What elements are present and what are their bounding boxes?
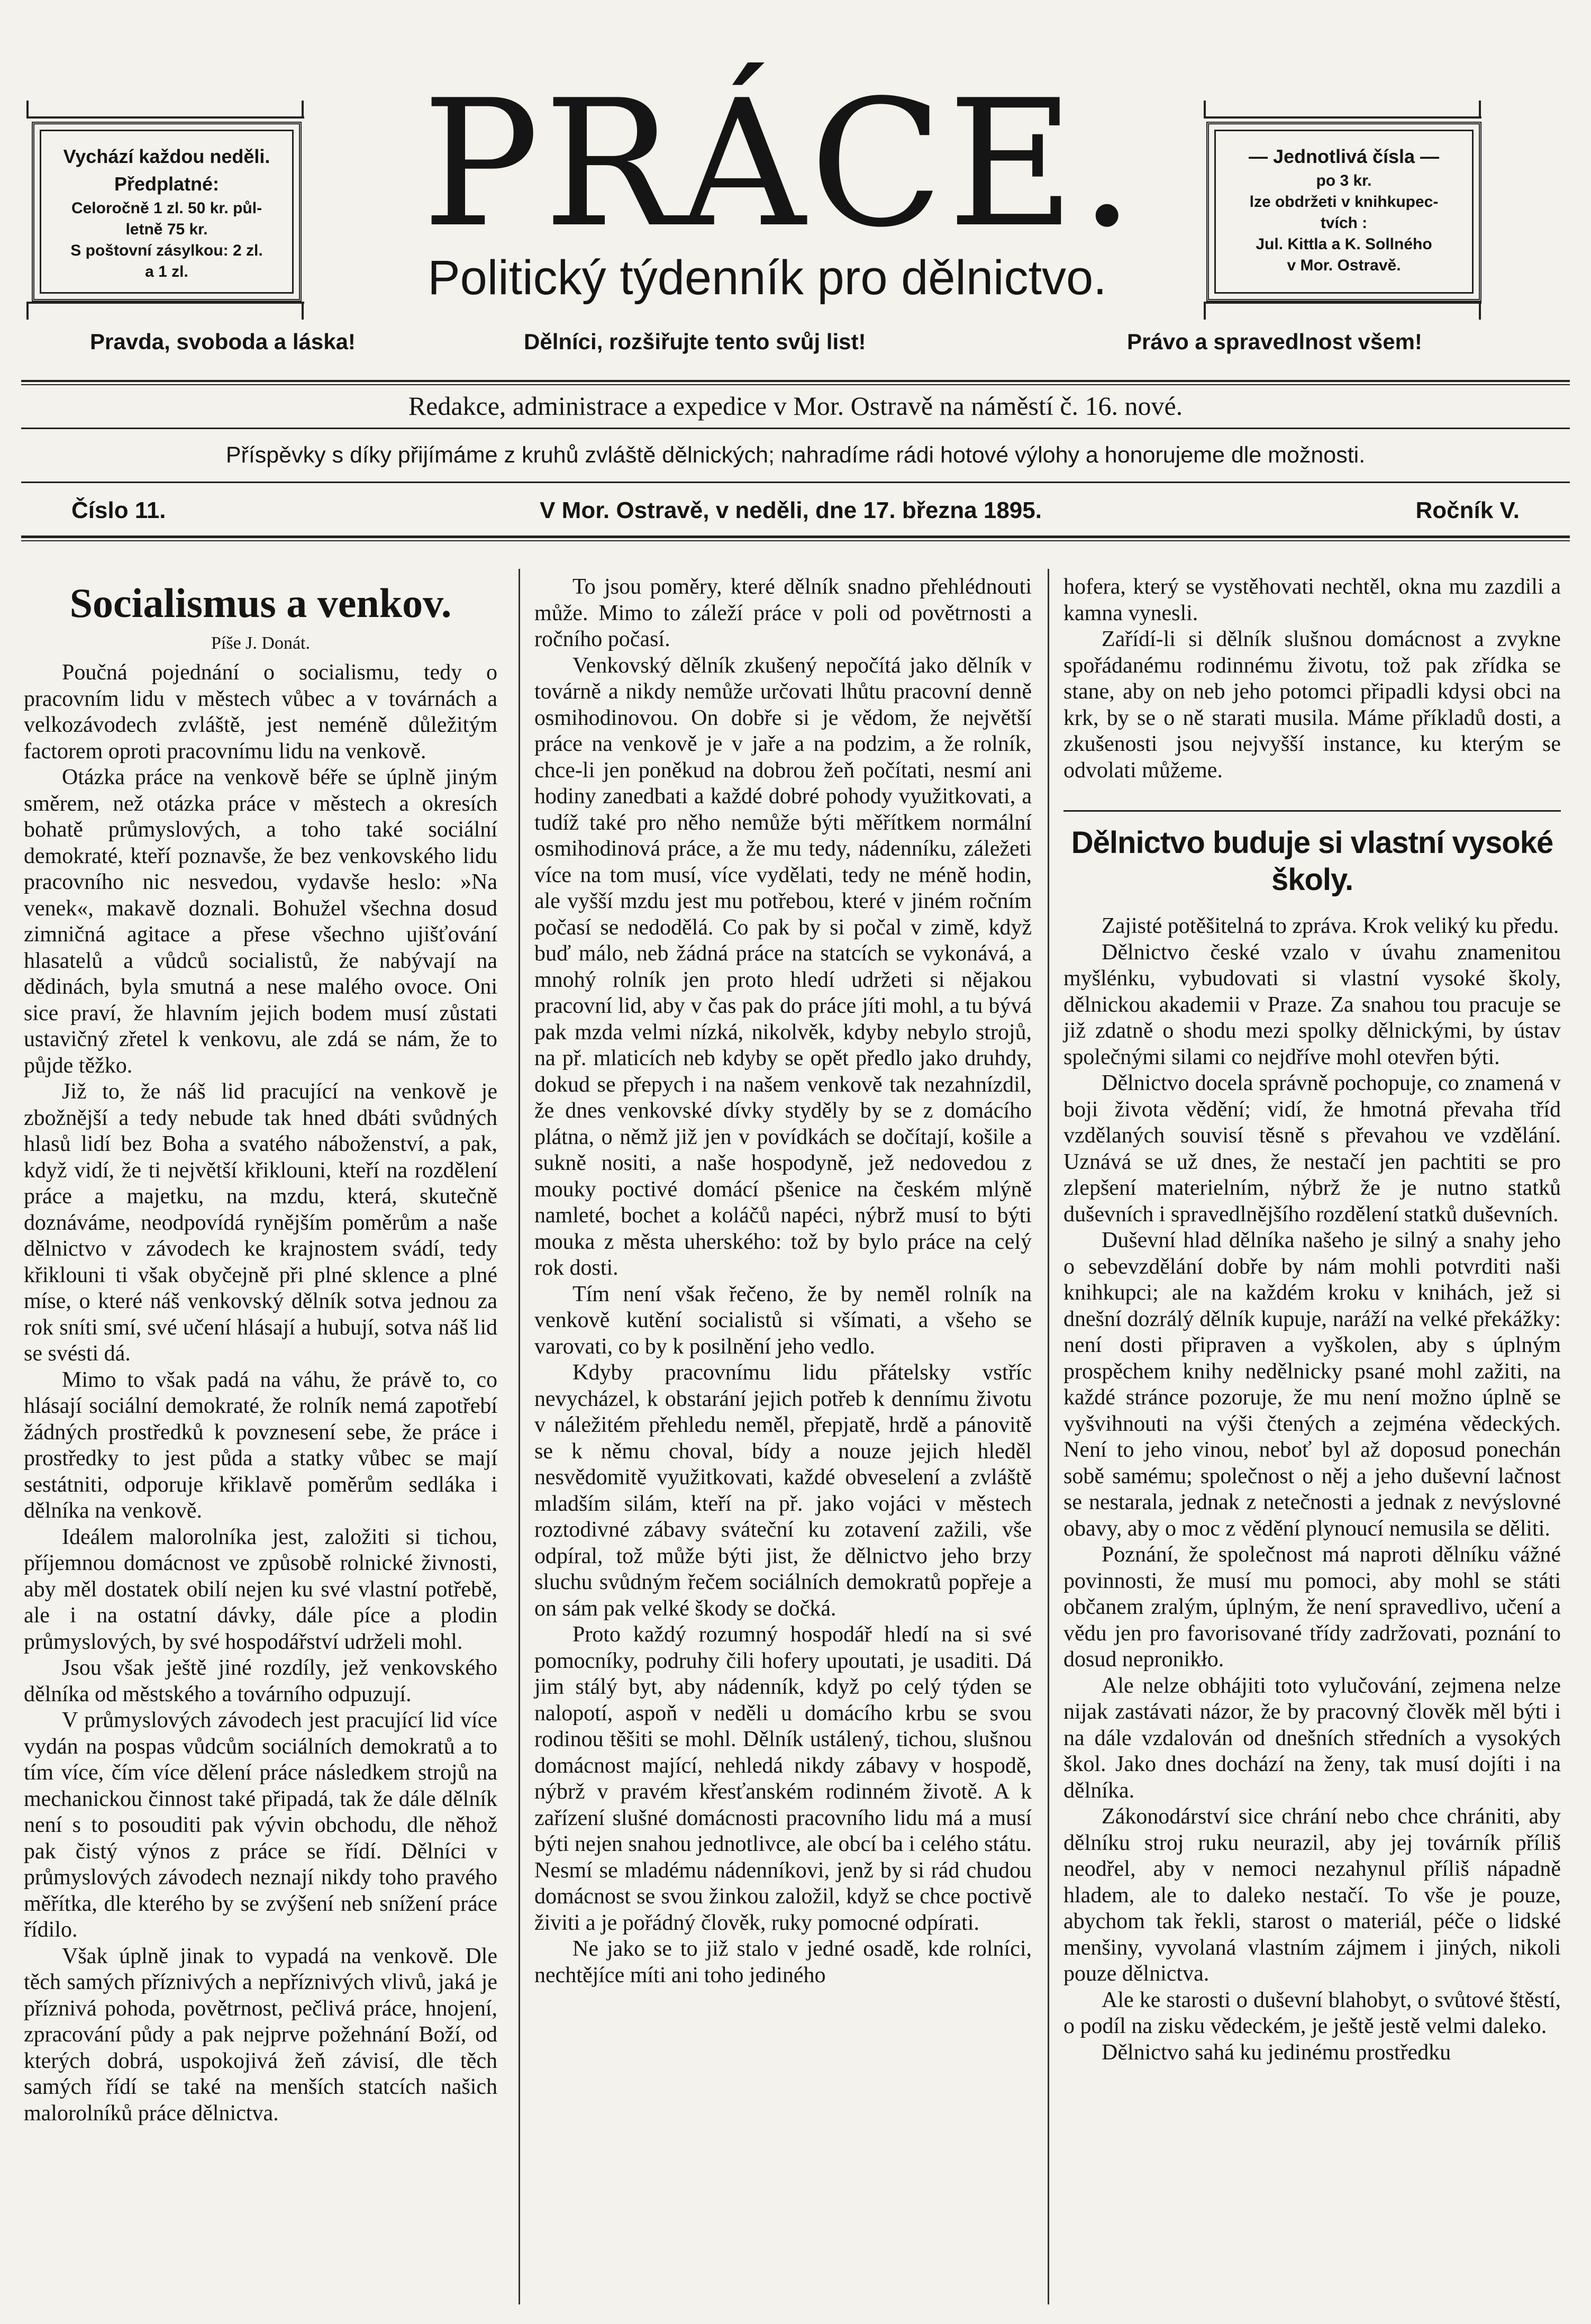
subscription-box-inner	[40, 130, 294, 294]
subscription-price-postal: S poštovní zásylkou: 2 zl.	[70, 242, 263, 259]
article-1-paragraph: Mimo to však padá na váhu, že právě to, co hlásají sociální demokraté, že rolník nemá zapotřebí žádných prostředků k povznesení sebe, že práce i prostředky to jest půda a statky vůbec se mají sestátniti, odporuje křiklavě poměrům sedláka i dělníka na venkově.	[24, 1367, 497, 1523]
single-copy-location: v Mor. Ostravě.	[1287, 257, 1401, 274]
article-2-paragraph: Dělnictvo české vzalo v úvahu znamenitou myšlénku, vybudovati si vlastní vysoké školy, dělnickou akademii v Praze. Za snahou tou pracuje se již zdatně o shodu mezi spolky dělnickými, by ústav společnými silami co nejdříve mohl otevřen býti.	[1063, 940, 1561, 1069]
article-1-paragraph: Jsou však ještě jiné rozdíly, jež venkovského dělníka od městského a továrního odpuzují.	[24, 1656, 497, 1706]
issue-place-date: V Mor. Ostravě, v neděli, dne 17. března 1895.	[540, 497, 1042, 523]
subscription-heading: Předplatné:	[114, 173, 220, 195]
divider-rule	[21, 380, 1570, 382]
issue-number: Číslo 11.	[71, 497, 166, 523]
subscription-price-half: letně 75 kr.	[125, 221, 208, 238]
newspaper-title: PRÁCE.	[422, 62, 1139, 266]
article-1-paragraph: Proto každý rozumný hospodář hledí na si své pomocníky, podruhy čili hofery upoutati, je usaditi. Dá jim stálý byt, aby nádenník, když po celý týden se nalopotí, aspoň v neděli u domácího krbu se svou rodinou těšiti se mohl. Dělník ustálený, tichou, slušnou domácnost mající, nehledá nikdy zábavy v hospodě, nýbrž v pravém křesťanském rodinném životě. A k zařízení slušné domácnosti pracovního lidu má a musí býti nejen snahou jednotlivce, ale obcí ba i celého státu. Nesmí se mladému nádenníkovi, jenž by si rád chudou domácnost se svou žinkou založil, když se chce poctivě živiti a je pořádný člověk, ruky pomocné odpírati.	[534, 1622, 1032, 1935]
article-1-paragraph: Otázka práce na venkově béře se úplně jiným směrem, než otázka práce v městech a okresích bohatě průmyslových, a toho také sociální demokraté, kteří poznavše, že bez venkovského lidu pracovního nic nesvedou, vydavše heslo: »Na venek«, makavě doznali. Bohužel všechna dosud zimničná agitace a přese všechno ujišťování hlasatelů a vůdců socialistů, že nabývají na dědinách, byla smutná a nese malého ovoce. Oni sice praví, že hlavním jejich bodem musí zůstati ustavičný zřetel k venkovu, ale zdá se nám, že to půjde těžko.	[24, 765, 497, 1078]
column-divider	[1048, 569, 1049, 2304]
single-copy-availability-2: tvích :	[1320, 214, 1368, 232]
rule-tick	[1204, 101, 1206, 116]
single-copy-availability: lze obdržeti v knihkupec-	[1249, 193, 1439, 211]
divider-rule	[21, 384, 1570, 385]
article-1-paragraph: Zařídí-li si dělník slušnou domácnost a zvykne spořádanému rodinnému životu, tož pak zřídka se stane, aby on neb jeho potomci připadli kdysi obci na krk, by se o ně starati musila. Máme příkladů dosti, a zkušenosti jsou nejvyšší instance, ku kterým se odvolati můžeme.	[1063, 627, 1561, 783]
single-copy-sellers: Jul. Kittla a K. Sollného	[1256, 235, 1432, 253]
masthead-top-rule-left	[26, 116, 304, 119]
column-1	[24, 569, 497, 2127]
article-2-paragraph: Duševní hlad dělníka našeho je silný a snahy jeho o sebevzdělání dobře by nám mohli potvrditi naši knihkupci; ale na každém kroku v knihách, jež si dnešní dozrálý dělník kupuje, naráží na velké překážky: není dosti připraven a vyškolen, aby s úplným prospěchem knihy nedělnicky psané mohl zažiti, na každé stránce pozoruje, že mu není možno úplně se vyšvihnouti na výši čtených a zejména vědeckých. Není to jeho vinou, neboť byl až doposud ponechán sobě samému; společnost o něj a jeho duševní lačnost se nestarala, jednak z netečnosti a jednak z nevýslovné obavy, aby o moc z vědění plynoucí nemusila se děliti.	[1063, 1228, 1561, 1541]
motto-center: Dělníci, rozšiřujte tento svůj list!	[524, 329, 866, 354]
article-2-paragraph: Zajisté potěšitelná to zpráva. Krok veliký ku předu.	[1102, 914, 1559, 938]
article-1-paragraph: hofera, který se vystěhovati nechtěl, okna mu zazdili a kamna vynesli.	[1063, 575, 1561, 625]
contributions-line: Příspěvky s díky přijímáme z kruhů zvláště dělnických; nahradíme rádi hotové výlohy a honorujeme dle možnosti.	[225, 442, 1366, 468]
divider-rule	[21, 535, 1570, 538]
article-1-paragraph: Ne jako se to již stalo v jedné osadě, kde rolníci, nechtějíce míti ani toho jediného	[534, 1937, 1032, 1987]
masthead-bottom-rule-right	[1204, 302, 1481, 304]
article-1-paragraph: Tím není však řečeno, že by neměl rolník na venkově kutění socialistů si všímati, a všeho se varovati, co by k posilnění jeho vedlo.	[534, 1282, 1032, 1359]
article-1-paragraph: Poučná pojednání o socialismu, tedy o pracovním lidu v městech vůbec a v továrnách a velkozávodech zvláště, jest neméně důležitým factorem oproti pracovnímu lidu na venkově.	[24, 660, 497, 764]
rule-tick	[302, 302, 304, 320]
article-2-paragraph: Ale nelze obhájiti toto vylučování, zejmena nelze nijak zastávati názor, že by pracovný člověk měl býti i na dále vzdalován od dnešních středních a vysokých škol. Jako dnes dochází na ženy, tak musí dojíti i na dělníka.	[1063, 1673, 1561, 1803]
single-copy-box	[1206, 122, 1481, 302]
issue-info-bar	[21, 495, 1570, 526]
motto-right: Právo a spravedlnost všem!	[1127, 329, 1422, 354]
rule-tick	[1479, 101, 1481, 116]
rule-tick	[1479, 302, 1481, 320]
article-1-paragraph: Ideálem malorolníka jest, založiti si tichou, příjemnou domácnost ve způsobě rolnické živnosti, aby měl dostatek obilí nejen ku své vlastní potřebě, ale i na ostatní dávky, dále pícе a plodin průmyslových, by své hospodářství udrželi mohl.	[24, 1524, 497, 1654]
publication-frequency: Vychází každou neděli.	[63, 146, 270, 167]
article-2-paragraph: Dělnictvo docela správně pochopuje, co znamená v boji života vědění; vidí, že hmotná převaha tříd vzdělaných souvisí těsně s převahou ve vzdělání. Uznává se už dnes, že nestačí jen pachtiti se pro zlepšení materielním, nýbrž že je nutno statků duševních i spravedlnějšího rozdělení statků duševních.	[1063, 1071, 1561, 1227]
article-2-paragraph: Ale ke starosti o duševní blahobyt, o svůtové štěstí, o podíl na zisku vědeckém, je ještě jestě velmi daleko.	[1063, 1987, 1561, 2038]
article-2-paragraph: Zákonodárství sice chrání nebo chce chrániti, aby dělníku stroj ruku neurazil, aby jej továrník příliš neodřel, aby v nemoci nezahynul příliš nápadně hladem, ale to daleko nestačí. To vše je pouze, abychom tak řekli, starost o materiál, péče o lidské menšiny, vyvolaná vlastním zájmem i jiných, nikoli pouze dělnictva.	[1063, 1804, 1561, 1986]
single-copy-price: po 3 kr.	[1316, 172, 1372, 189]
article-1-paragraph: Venkovský dělník zkušený nepočítá jako dělník v továrně a nikdy nemůže určovati lhůtu pracovní denně osmihodinovou. On dobře si je vědom, že největší práce na venkově je v jaře a na podzim, a že rolník, chce-li jen poněkud na dobrou žeň počítati, nesmí ani hodiny zanedbati a každé dobré pohody využitkovati, a tudíž také pro něho nemůže býti měřítkem normální osmihodinová práce, a že mu tedy, nádenníku, záležeti více na tom musí, více vydělati, tedy ne méně hodin, ale vyšší mzdu jest mu potřebou, které v jiném ročním počasí se nedodělá. Co pak by si počal v zimě, když buď málo, neb žádná práce na statcích se vykonává, a mnohý rolník jen proto hledí udržeti si nějakou pracovní lid, aby v čas pak do práce jíti mohl, a tu bývá pak mzda velmi nízká, nikolvěk, kdyby nebylo strojů, na př. mlaticích neb kdyby se opět předlo jako druhdy, dokud se přepych i na našem venkově tak nezahnízdil, že dnes venkovské dívky styděly by se z domácího plátna, o němž již jen v povídkách se dočítají, košile a sukně nositi, a naše hospodyně, jež nedovedou z mouky poctivé domácí pšenice na českém mlýně namleté, bochet a koláčů napéci, nýbrž musí to býti mouka z města uherského: tož by bylo práce na celý rok dosti.	[534, 653, 1032, 1280]
rule-tick	[26, 101, 29, 116]
article-2-paragraph: Poznání, že společnost má naproti dělníku vážné povinnosti, že musí mu pomoci, aby mohl se státi občanem zralým, úplným, že není spravedlivo, učení a vědu jen pro favorisované třídy zadržovati, poznání to dosud nepronikło.	[1063, 1542, 1561, 1672]
divider-rule	[21, 540, 1570, 541]
single-copy-box-inner	[1214, 130, 1474, 294]
article-1-paragraph: Již to, že náš lid pracující na venkově je zbožnější a tedy nebude tak hned dbáti svůdných hlasů lidí bez Boha a svatého náboženství, a pak, když vidí, že ti největší křiklouni, kteří na rozdělení práce a majetku, na mzdu, která, skutečně doznáváme, neodpovídá rynějším poměrům a naše dělnictvo v závodech ke krajnostem svádí, tedy křiklouni ti však obyčejně při plné sklence a plné míse, o které náš venkovský dělník sotva jednou za rok sníti smí, své učení hlásají a hubují, sotva náš lid se svésti dá.	[24, 1079, 497, 1366]
rule-tick	[302, 101, 304, 116]
column-3	[1063, 574, 1561, 2066]
divider-rule	[21, 428, 1570, 429]
column-divider	[519, 569, 520, 2304]
masthead	[21, 62, 1570, 376]
address-line: Redakce, administrace a expedice v Mor. Ostravě na náměstí č. 16. nové.	[408, 391, 1183, 421]
subscription-price-annual: Celoročně 1 zl. 50 kr. půl-	[71, 199, 262, 217]
masthead-top-rule-right	[1204, 116, 1481, 119]
single-copy-heading: — Jednotlivá čísla —	[1248, 146, 1440, 167]
motto-left: Pravda, svoboda a láska!	[90, 329, 356, 354]
subscription-price-postal-half: a 1 zl.	[145, 263, 188, 280]
article-1-paragraph: V průmyslových závodech jest pracující lid více vydán na pospas vůdcům sociálních demokratů a to tím více, čím více dělení práce následkem strojů na mechanickou činnost také připadá, tak že dále dělník není s to posouditi pak vývin obchodu, dle něhož pak čistý výnos z práce se řídí. Dělníci v průmyslových závodech neznají nikdy toho pravého měřítka, dle kterého by se zvýšení neb snížení práce řídilo.	[24, 1708, 497, 1942]
article-2-title: Dělnictvo buduje si vlastní vysoké školy.	[1071, 825, 1553, 897]
article-2-paragraph: Dělnictvo sahá ku jedinému prostředku	[1102, 2040, 1451, 2065]
subscription-box	[32, 122, 302, 302]
divider-rule	[21, 482, 1570, 483]
article-1-title: Socialismus a venkov.	[69, 580, 452, 626]
article-1-paragraph: Kdyby pracovnímu lidu přátelsky vstříc nevycházel, k obstarání jejich potřeb k dennímu životu v náležitém přehledu neměl, přepjatě, hrdě a pánovitě se k němu choval, bídy a nouze jejich hleděl nesvědomitě využitkovati, každé obveselení a zvláště mladším silám, kteří na př. jako vojáci v městech roztodivné zábavy sváteční ku zotavení zažili, vše odpíral, tož může býti jist, že dělnictvo jeho brzy sluchu svůdným řečem sociálních demokratů popřeje a on sám pak velké škody se dočká.	[534, 1360, 1032, 1621]
article-1-paragraph: To jsou poměry, které dělník snadno přehlédnouti může. Mimo to záleží práce v poli od povětrnosti a ročního počasí.	[534, 575, 1032, 651]
article-1-paragraph: Však úplně jinak to vypadá na venkově. Dle těch samých příznivých a nepříznivých vlivů, jaká je příznivá pohoda, povětrnost, pečlivá práce, hnojení, zpracování půdy a pak nejprve požehnání Boží, od kterých dobrá, uspokojivá žeň závisí, dle těch samých řídí se také na menších statcích našich malorolníků práce dělnictva.	[24, 1944, 497, 2126]
newspaper-subtitle: Politický týdenník pro dělnictvo.	[428, 251, 1107, 305]
masthead-bottom-rule-left	[26, 302, 304, 304]
issue-volume: Ročník V.	[1415, 497, 1520, 523]
column-2	[534, 574, 1032, 1989]
section-divider	[1063, 810, 1561, 812]
rule-tick	[26, 302, 29, 320]
article-1-byline: Píše J. Donát.	[211, 633, 310, 653]
